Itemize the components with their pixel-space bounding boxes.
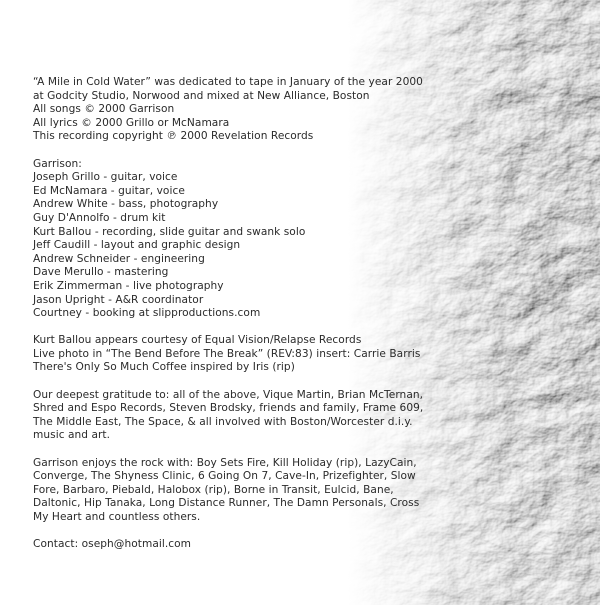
- contact-email: Contact: oseph@hotmail.com: [33, 538, 192, 551]
- notes: [33, 334, 473, 375]
- text-line: Our deepest gratitude to: all of the above, Vique Martin, Brian McTernan,: [33, 388, 424, 401]
- text-line: Garrison enjoys the rock with: Boy Sets Fire, Kill Holiday (rip), LazyCain,: [33, 456, 417, 469]
- personnel-heading: Garrison:: [33, 157, 82, 170]
- personnel-item: Kurt Ballou - recording, slide guitar and swank solo: [33, 225, 306, 238]
- personnel-item: Andrew Schneider - engineering: [33, 252, 205, 265]
- text-line: Converge, The Shyness Clinic, 6 Going On 7, Cave-In, Prizefighter, Slow: [33, 470, 416, 483]
- text-line: at Godcity Studio, Norwood and mixed at New Alliance, Boston: [33, 89, 370, 102]
- text-line: “A Mile in Cold Water” was dedicated to tape in January of the year 2000: [33, 76, 423, 88]
- recording-info: [33, 76, 473, 144]
- contact: [33, 538, 473, 552]
- personnel-item: Jeff Caudill - layout and graphic design: [33, 239, 241, 252]
- text-line: The Middle East, The Space, & all involved with Boston/Worcester d.i.y.: [33, 415, 413, 428]
- bands-list: [33, 457, 473, 525]
- text-line: Shred and Espo Records, Steven Brodsky, friends and family, Frame 609,: [33, 402, 424, 415]
- personnel-item: Ed McNamara - guitar, voice: [33, 184, 185, 197]
- personnel-item: Jason Upright - A&R coordinator: [33, 293, 204, 306]
- personnel-list: [33, 158, 473, 321]
- text-line: My Heart and countless others.: [33, 511, 201, 523]
- personnel-item: Guy D'Annolfo - drum kit: [33, 211, 166, 224]
- personnel-item: Erik Zimmerman - live photography: [33, 279, 224, 292]
- personnel-item: Courtney - booking at slipproductions.com: [33, 307, 261, 320]
- text-line: There's Only So Much Coffee inspired by Iris (rip): [33, 361, 295, 374]
- personnel-item: Dave Merullo - mastering: [33, 266, 169, 279]
- personnel-item: Joseph Grillo - guitar, voice: [33, 171, 178, 184]
- text-line: music and art.: [33, 429, 111, 442]
- text-line: Fore, Barbaro, Piebald, Halobox (rip), Borne in Transit, Eulcid, Bane,: [33, 483, 394, 496]
- text-line: All lyrics © 2000 Grillo or McNamara: [33, 116, 230, 129]
- text-line: Kurt Ballou appears courtesy of Equal Vision/Relapse Records: [33, 334, 362, 347]
- gratitude: [33, 389, 473, 443]
- text-line: This recording copyright ℗ 2000 Revelation Records: [33, 130, 314, 143]
- text-line: All songs © 2000 Garrison: [33, 103, 175, 116]
- personnel-item: Andrew White - bass, photography: [33, 198, 219, 211]
- text-line: Live photo in “The Bend Before The Break” (REV:83) insert: Carrie Barris: [33, 347, 421, 360]
- text-line: Daltonic, Hip Tanaka, Long Distance Runner, The Damn Personals, Cross: [33, 497, 420, 510]
- liner-notes: [33, 76, 473, 565]
